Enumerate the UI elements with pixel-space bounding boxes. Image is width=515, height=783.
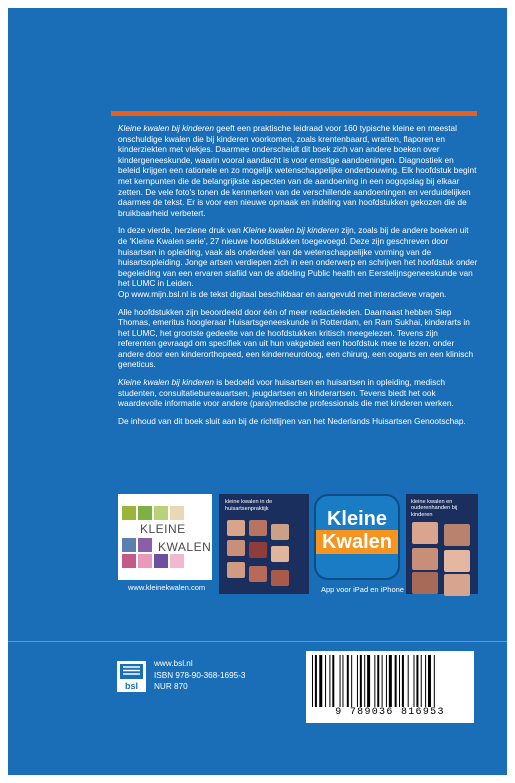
paragraph-5: De inhoud van dit boek sluit aan bij de richtlijnen van het Nederlands Huisartsen Genootschap.: [118, 415, 466, 426]
paragraph-4: Kleine kwalen bij kinderen is bedoeld voor huisartsen en huisartsen in opleiding, medisch studenten, consultatiebureauartsen, jeugdartsen en kinderartsen. Tevens biedt het ook waardevolle informatie voor andere (para)medische professionals die met kinderen werken.: [118, 377, 454, 409]
barcode-bar: [329, 655, 330, 707]
barcode-bar: [382, 655, 383, 707]
barcode-bar: [315, 655, 317, 707]
bsl-logo-icon: [117, 661, 146, 692]
paragraph-2: In deze vierde, herziene druk van Kleine kwalen bij kinderen zijn, zoals bij de andere boeken uit de 'Kleine Kwalen serie', 27 nieuwe hoofdstukken toegevoegd. Deze zijn geschreven door huisartsen in opleiding, vaak als onderdeel van de wetenschappelijke vorming van de huisartsopleiding. Jonge artsen verdiepen zich in een onderwerp en schrijven het hoofdstuk onder begeleiding van een ervaren stafiid van de afdeling Public health en Eerstelijnsgeneeskunde van het LUMC in Leiden.: [118, 225, 478, 289]
barcode-bar: [340, 655, 341, 707]
barcode-bar: [347, 655, 349, 707]
related-products: [118, 494, 478, 594]
huisartsenpraktijk-book-thumb: kleine kwalen in de huisartsenpraktijk: [219, 494, 309, 594]
blurb-text: [118, 123, 478, 433]
barcode-bar: [312, 655, 313, 707]
isbn-barcode: [306, 651, 474, 723]
barcode-bar: [325, 655, 326, 707]
barcode-bar: [386, 655, 387, 707]
barcode-bar: [414, 655, 415, 707]
barcode-bar: [360, 655, 362, 707]
barcode-bar: [395, 655, 397, 707]
barcode-bar: [421, 655, 422, 707]
barcode-digits: 9 789036 816953: [335, 707, 445, 718]
publisher-info: [154, 658, 246, 693]
kinderen-book-thumb: kleine kwalen en ouderenhanden bij kinderen: [406, 494, 478, 594]
divider: [8, 641, 507, 642]
app-caption: App voor iPad en iPhone: [321, 585, 404, 594]
kleinekwalen-url: www.kleinekwalen.com: [128, 583, 206, 592]
barcode-bar: [332, 655, 334, 707]
barcode-bar: [428, 655, 431, 707]
barcode-bar: [319, 655, 322, 707]
isbn-text: ISBN 978-90-368-1695-3: [154, 670, 246, 680]
website-link[interactable]: www.bsl.nl: [154, 659, 193, 668]
barcode-bar: [377, 655, 379, 707]
accent-bar: [111, 111, 477, 116]
barcode-bar: [402, 655, 404, 707]
barcode-bar: [425, 655, 426, 707]
barcode-bar: [351, 655, 352, 707]
barcode-bar: [434, 655, 435, 707]
barcode-bar: [367, 655, 370, 707]
barcode-bar: [374, 655, 375, 707]
barcode-bar: [357, 655, 358, 707]
barcode-bar: [416, 655, 418, 707]
paragraph-3: Alle hoofdstukken zijn beoordeeld door één of meer redactieleden. Daarnaast hebben Siep Thomas, emeritus hoogleraar Huisartsgeneeskunde in Rotterdam, en Ram Sukhai, kinderarts in het LUMC, het grootste gedeelte van de hoofdstukken kritisch meegelezen. Tevens zijn referenten gevraagd om specifiek van uit hun vakgebied een hoofdstuk mee te lezen, onder andere door een kinderorthopeed, een kinderneuroloog, een chirurg, een oogarts en een klinisch geneticus.: [118, 306, 474, 370]
kleine-kwalen-app-icon: Kleine Kwalen: [314, 494, 400, 580]
barcode-bar: [408, 655, 409, 707]
kleinekwalen-site-thumb: KLEINE KWALEN: [118, 494, 212, 580]
bsl-logo: [117, 661, 146, 692]
nur-text: NUR 870: [154, 682, 188, 692]
barcode-bar: [342, 655, 343, 707]
barcode-bars: [312, 655, 468, 707]
barcode-bar: [399, 655, 400, 707]
barcode-bar: [389, 655, 392, 707]
paragraph-1: Kleine kwalen bij kinderen geeft een praktische leidraad voor 160 typische kleine en meestal onschuldige kwalen die bij kinderen voorkomen, zoals krentenbaard, wratten, flaporen en kinderziekten met vlekjes. Daarmee onderscheidt dit boek zich van andere boeken over kindergeneeskunde, waarin vooral aandacht is voor ernstige aandoeningen. Diagnostiek en beleid krijgen een rationele en zo mogelijk wetenschappelijke onderbouwing. Elk hoofdstuk begint met kernpunten die de belangrijkste aspecten van de aandoening in een oogopslag bij elkaar zetten. De vele foto's tonen de kenmerken van de verschillende aandoeningen en verduidelijken daarmee de tekst. Er is voor een nieuwe opmaak en indeling van hoofdstukken gekozen die de bruikbaarheid verbetert.: [118, 123, 477, 218]
paragraph-2b: Op www.mijn.bsl.nl is de tekst digitaal beschikbaar en aangevuld met interactieve vragen.: [118, 288, 447, 299]
svg-text:bsl: bsl: [124, 681, 139, 691]
barcode-bar: [364, 655, 365, 707]
